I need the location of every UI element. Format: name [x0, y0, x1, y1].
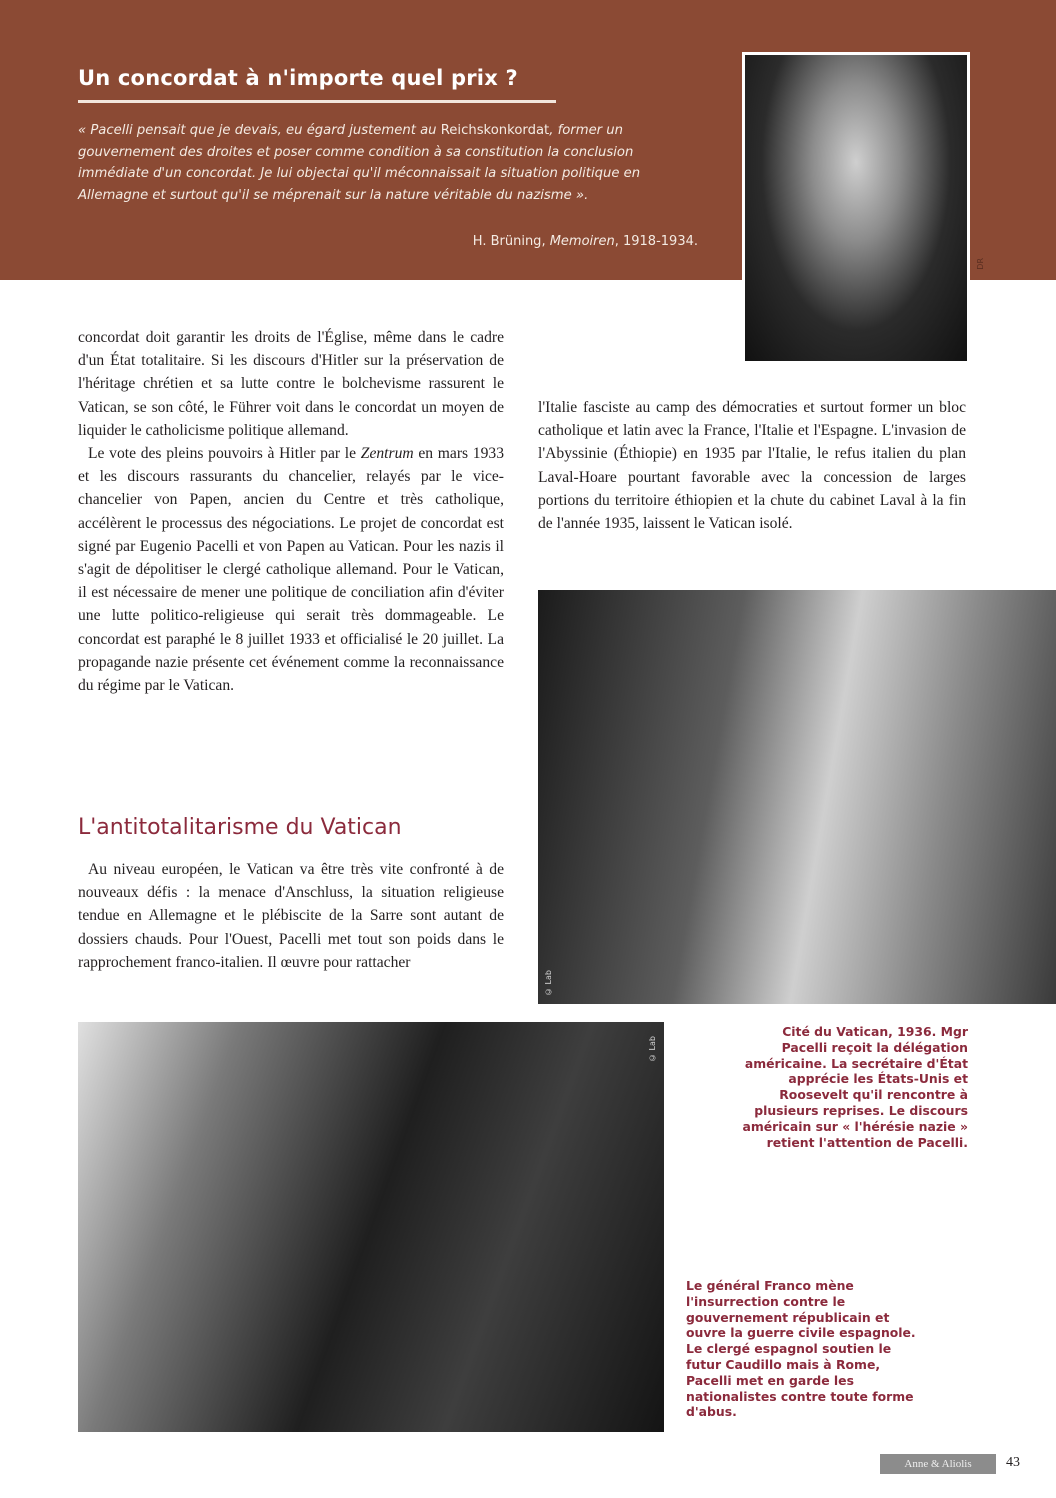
article-column-left-top: [78, 326, 504, 697]
paragraph-text: Le vote des pleins pouvoirs à Hitler par le: [88, 445, 361, 463]
zentrum-term: Zentrum: [360, 445, 414, 463]
article-column-left-bottom: [78, 858, 504, 974]
franco-photo-caption: Le général Franco mène l'insurrection contre le gouvernement républicain et ouvre la guerre civile espagnole. Le clergé espagnol soutien le futur Caudillo mais à Rome, Pacelli met en garde les nationalistes contre toute forme d'abus.: [686, 1278, 916, 1420]
section-heading: L'antitotalitarisme du Vatican: [78, 815, 402, 840]
quote-term: Reichskonkordat: [440, 123, 550, 138]
footer-tag: Anne & Aliolis: [880, 1454, 996, 1474]
vatican-photo-credit: © Lab: [544, 970, 553, 996]
paragraph-pleins-pouvoirs: [78, 442, 504, 697]
paragraph-concordat: concordat doit garantir les droits de l'Église, même dans le cadre d'un État totalitaire. Si les discours d'Hitler sur la préservation de l'héritage chrétien et sa lutte contre le bolchevisme rassurent le Vatican, se son côté, le Führer voit dans le concordat un moyen de liquider le catholicisme politique allemand.: [78, 329, 504, 439]
quote-part-2: , former un gouvernement des droites et poser comme condition à sa constitution la conclusion immédiate d'un concordat. Je lui objectai qu'il méconnaissait la situation politique en Allemagne et surtout qu'il se méprenait sur la nature véritable du nazisme ».: [78, 123, 641, 203]
box-title: Un concordat à n'importe quel prix ?: [78, 66, 518, 90]
quote-part-1: « Pacelli pensait que je devais, eu égard justement au: [78, 123, 441, 138]
source-years: , 1918-1934.: [614, 234, 698, 249]
vatican-delegation-photo: [538, 590, 1056, 1004]
quote-source: [320, 234, 698, 249]
vatican-photo-caption: Cité du Vatican, 1936. Mgr Pacelli reçoit la délégation américaine. La secrétaire d'État apprécie les États-Unis et Roosevelt qu'il rencontre à plusieurs reprises. Le discours américain sur « l'hérésie nazie » retient l'attention de Pacelli.: [742, 1024, 968, 1150]
paragraph-italie: l'Italie fasciste au camp des démocraties et surtout former un bloc catholique et latin avec la France, l'Italie et l'Espagne. L'invasion de l'Abyssinie (Éthiopie) en 1935 par l'Italie, le refus italien du plan Laval-Hoare pourtant favorable avec la concession de larges portions du territoire éthiopien et la chute du cabinet Laval à la fin de l'année 1935, laissent le Vatican isolé.: [538, 399, 966, 533]
box-quote: [78, 120, 706, 206]
source-author: H. Brüning,: [472, 234, 550, 249]
paragraph-text: en mars 1933 et les discours rassurants du chancelier, relayés par le vice-chancelier von Papen, ancien du Centre et très catholique, accélèrent le processus des négociations. Le projet de concordat est signé par Eugenio Pacelli et von Papen au Vatican. Pour les nazis il s'agit de dépolitiser le clergé catholique allemand. Pour le Vatican, il est nécessaire de mener une politique de conciliation afin d'éviter une lutte politico-religieuse qui serait très dommageable. Le concordat est paraphé le 8 juillet 1933 et officialisé le 20 juillet. La propagande nazie présente cet événement comme la reconnaissance du régime par le Vatican.: [78, 445, 504, 695]
portrait-credit: DR: [976, 258, 985, 270]
source-work: Memoiren: [549, 234, 615, 249]
article-column-right: [538, 396, 966, 535]
title-underline: [78, 100, 556, 103]
page-number: 43: [1006, 1455, 1020, 1470]
franco-photo: [78, 1022, 664, 1432]
portrait-photo: [742, 52, 970, 364]
paragraph-niveau-europeen: Au niveau européen, le Vatican va être très vite confronté à de nouveaux défis : la menace d'Anschluss, la situation religieuse tendue en Allemagne et le plébiscite de la Sarre sont autant de dossiers chauds. Pour l'Ouest, Pacelli met tout son poids dans le rapprochement franco-italien. Il œuvre pour rattacher: [78, 861, 504, 971]
franco-photo-credit: © Lab: [648, 1036, 657, 1062]
